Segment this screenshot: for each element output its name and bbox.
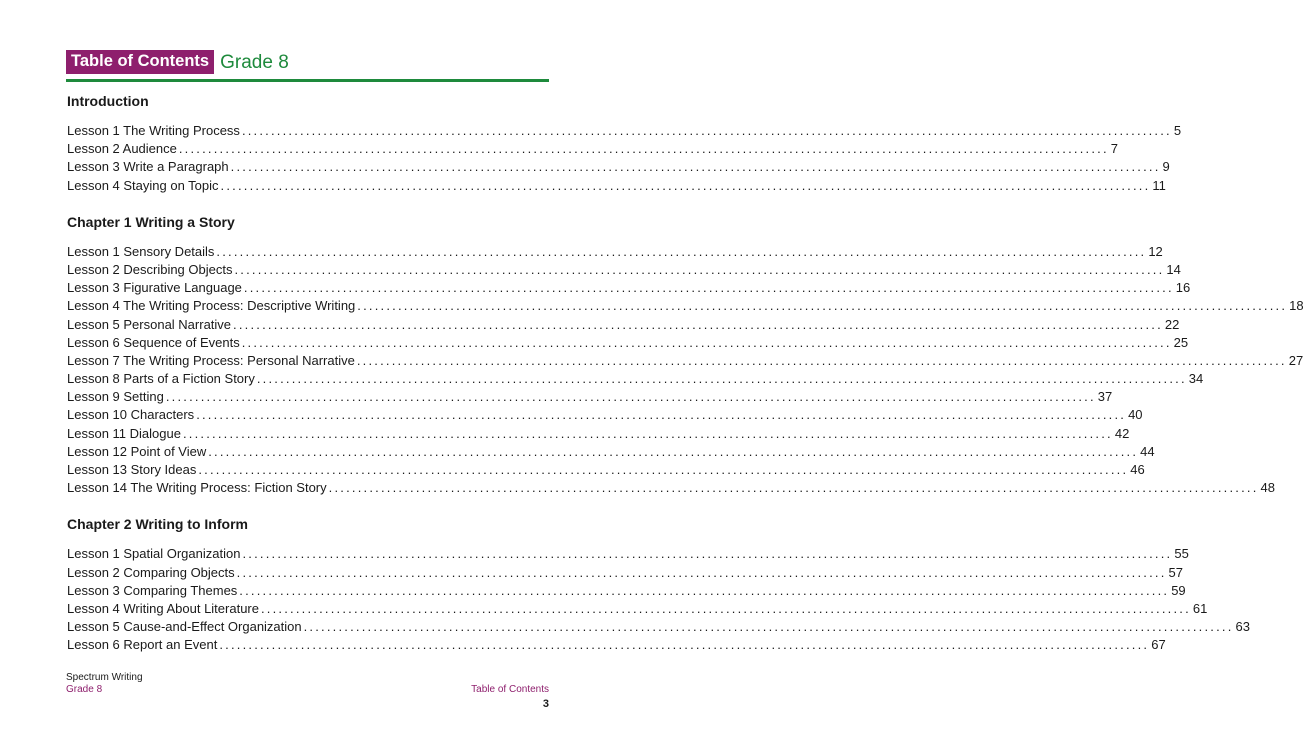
toc-title-label: Table of Contents [66,50,214,74]
dot-leader: ................................................................................................................................................................ [230,159,1161,175]
lesson-page-number: 67 [1151,637,1166,653]
toc-entry[interactable] [67,388,1113,406]
toc-entry[interactable] [67,177,1166,195]
section-heading: Chapter 2 Writing to Inform [67,516,248,533]
lesson-title: Lesson 9 Setting [67,389,164,405]
lesson-page-number: 7 [1110,141,1118,157]
dot-leader: ................................................................................................................................................................ [219,637,1150,653]
lesson-page-number: 11 [1152,177,1166,193]
lesson-page-number: 9 [1162,159,1170,175]
lesson-title: Lesson 5 Personal Narrative [67,316,232,332]
dot-leader: ................................................................................................................................................................ [233,316,1163,332]
page-number: 3 [542,698,549,710]
lesson-title: Lesson 4 Writing About Literature [67,600,259,616]
toc-entry[interactable] [67,352,1304,370]
toc-entry[interactable] [67,158,1170,176]
toc-entry[interactable] [67,297,1304,315]
lesson-page-number: 46 [1130,462,1145,477]
lesson-title: Lesson 4 Staying on Topic [67,177,219,193]
lesson-title: Lesson 6 Sequence of Events [67,334,240,350]
lesson-title: Lesson 4 The Writing Process: Descriptive Writing [67,298,356,314]
lesson-title: Lesson 2 Audience [67,141,177,157]
toc-entry[interactable] [67,279,1191,297]
dot-leader: ................................................................................................................................................................ [243,280,1174,296]
lesson-page-number: 44 [1140,443,1155,459]
dot-leader: ................................................................................................................................................................ [256,371,1187,387]
toc-entry[interactable] [67,122,1182,140]
table-of-contents [67,92,1304,673]
grade-title-label: Grade 8 [220,51,289,73]
lesson-title: Lesson 3 Write a Paragraph [67,159,229,175]
toc-entry[interactable] [67,600,1208,618]
header-divider [66,79,549,82]
lesson-title: Lesson 7 The Writing Process: Personal Narrative [67,352,355,368]
lesson-title: Lesson 3 Comparing Themes [67,582,238,598]
dot-leader: ................................................................................................................................................................ [220,177,1151,193]
section-heading: Chapter 1 Writing a Story [67,213,235,230]
lesson-page-number: 12 [1148,243,1163,259]
toc-entry[interactable] [67,370,1204,388]
dot-leader: ................................................................................................................................................................ [165,389,1096,405]
lesson-page-number: 57 [1168,564,1184,580]
dot-leader: ................................................................................................................................................................ [216,243,1147,259]
lesson-list [67,545,1250,654]
section-heading: Introduction [67,93,149,109]
dot-leader: ................................................................................................................................................................ [178,141,1109,157]
footer-book-info [66,672,143,696]
lesson-page-number: 55 [1174,546,1189,562]
lesson-list [67,243,1304,498]
dot-leader: ................................................................................................................................................................ [241,123,1172,138]
lesson-title: Lesson 14 The Writing Process: Fiction Story [67,480,327,496]
toc-entry[interactable] [67,545,1189,563]
toc-entry[interactable] [67,479,1275,497]
toc-entry[interactable] [67,618,1250,636]
lesson-title: Lesson 1 The Writing Process [67,123,240,138]
footer-brand: Spectrum Writing [66,672,143,683]
lesson-page-number: 34 [1188,371,1204,387]
lesson-title: Lesson 2 Comparing Objects [67,564,235,580]
dot-leader: ................................................................................................................................................................ [196,407,1127,423]
dot-leader: ................................................................................................................................................................ [182,425,1113,441]
toc-entry[interactable] [67,334,1189,352]
dot-leader: ................................................................................................................................................................ [198,462,1129,477]
toc-entry[interactable] [67,564,1184,582]
toc-entry[interactable] [67,316,1180,334]
lesson-title: Lesson 10 Characters [67,407,195,423]
lesson-page-number: 37 [1097,389,1113,405]
lesson-page-number: 18 [1289,298,1304,314]
footer-section-label: Table of Contents [471,684,549,695]
lesson-page-number: 25 [1173,334,1189,350]
toc-entry[interactable] [67,582,1186,600]
dot-leader: ................................................................................................................................................................ [234,261,1165,277]
dot-leader: ................................................................................................................................................................ [303,619,1234,635]
lesson-list [67,122,1182,195]
toc-entry[interactable] [67,261,1181,279]
lesson-page-number: 61 [1192,600,1208,616]
dot-leader: ................................................................................................................................................................ [328,480,1259,496]
lesson-title: Lesson 11 Dialogue [67,425,181,441]
dot-leader: ................................................................................................................................................................ [239,582,1170,598]
dot-leader: ................................................................................................................................................................ [236,564,1167,580]
lesson-page-number: 42 [1114,425,1130,441]
lesson-title: Lesson 5 Cause-and-Effect Organization [67,619,302,635]
toc-entry[interactable] [67,140,1118,158]
lesson-title: Lesson 6 Report an Event [67,637,218,653]
dot-leader: ................................................................................................................................................................ [242,546,1173,562]
dot-leader: ................................................................................................................................................................ [356,352,1287,368]
lesson-title: Lesson 1 Sensory Details [67,243,215,259]
lesson-page-number: 59 [1171,582,1186,598]
dot-leader: ................................................................................................................................................................ [357,298,1288,314]
dot-leader: ................................................................................................................................................................ [208,443,1139,459]
lesson-page-number: 48 [1260,480,1275,496]
dot-leader: ................................................................................................................................................................ [241,334,1172,350]
lesson-page-number: 40 [1128,407,1143,423]
lesson-page-number: 22 [1164,316,1180,332]
toc-entry[interactable] [67,461,1145,479]
lesson-page-number: 16 [1175,280,1191,296]
lesson-title: Lesson 2 Describing Objects [67,261,233,277]
lesson-page-number: 63 [1235,619,1250,635]
page-header [66,50,289,74]
dot-leader: ................................................................................................................................................................ [261,600,1191,616]
lesson-page-number: 14 [1166,261,1181,277]
lesson-title: Lesson 1 Spatial Organization [67,546,241,562]
lesson-page-number: 27 [1288,352,1304,368]
toc-entry[interactable] [67,243,1163,261]
toc-entry[interactable] [67,425,1130,443]
lesson-title: Lesson 3 Figurative Language [67,280,242,296]
toc-entry[interactable] [67,406,1143,424]
footer-grade: Grade 8 [66,684,103,695]
lesson-title: Lesson 8 Parts of a Fiction Story [67,371,255,387]
toc-entry[interactable] [67,636,1166,654]
lesson-page-number: 5 [1173,123,1182,138]
toc-entry[interactable] [67,443,1155,461]
lesson-title: Lesson 12 Point of View [67,443,207,459]
lesson-title: Lesson 13 Story Ideas [67,462,197,477]
